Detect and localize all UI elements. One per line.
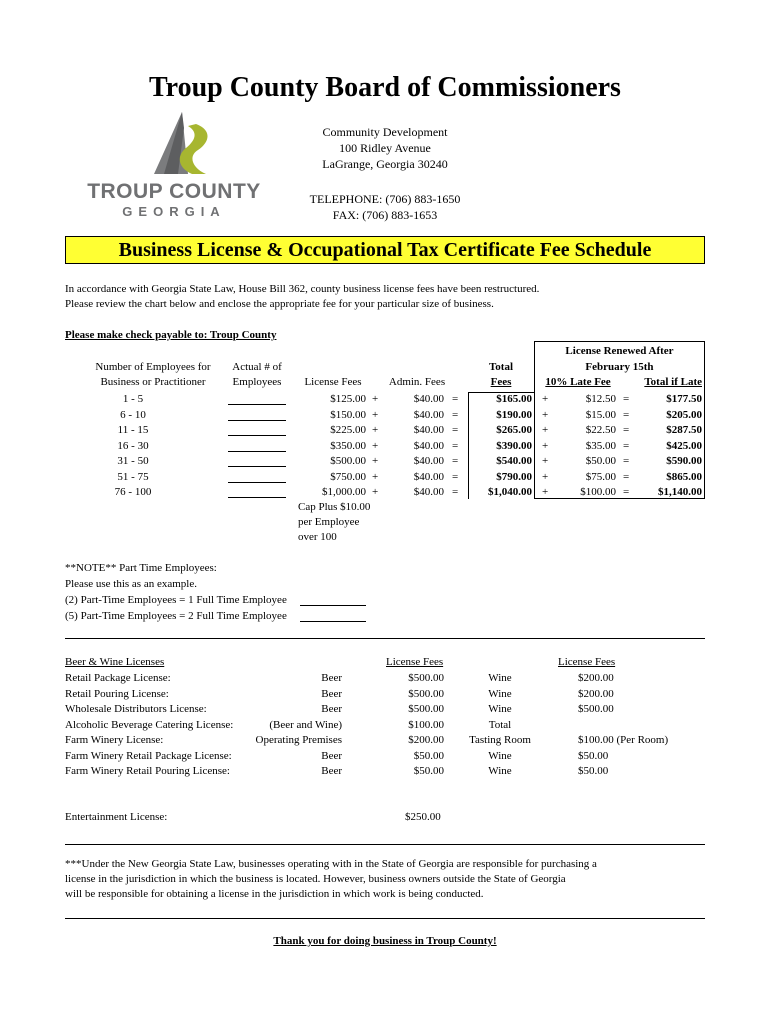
license-type: Beer: [321, 765, 342, 777]
license-type: Operating Premises: [255, 734, 342, 746]
late-fee: $15.00: [585, 408, 616, 421]
logo-text-county: TROUP COUNTY: [87, 180, 261, 203]
late-fee: $12.50: [585, 393, 616, 405]
total-fee: $265.00: [496, 424, 532, 436]
employee-range: 11 - 15: [117, 424, 149, 436]
license-type-2: Tasting Room: [469, 734, 531, 746]
contact-phone: TELEPHONE: (706) 883-1650: [309, 192, 461, 206]
equals-sign: =: [452, 408, 459, 421]
plus-sign: +: [372, 470, 379, 483]
license-type: Beer: [321, 749, 342, 762]
admin-fee: $40.00: [413, 408, 444, 421]
admin-fee: $40.00: [413, 455, 444, 467]
actual-employees-field[interactable]: [228, 404, 286, 405]
hdr-employees-2: Business or Practitioner: [100, 376, 206, 388]
late-fee: $50.00: [585, 455, 616, 467]
license-fee: $50.00: [413, 749, 444, 762]
license-fee-2: $50.00: [578, 765, 609, 777]
total-fee: $1,040.00: [488, 486, 532, 498]
license-type-2: Wine: [488, 749, 512, 762]
license-fee-2: $200.00: [578, 672, 614, 684]
license-type-2: Total: [488, 718, 512, 731]
license-name: Farm Winery Retail Pouring License:: [65, 765, 230, 777]
hdr-license-fees: License Fees: [304, 376, 362, 388]
hdr-actual-1: Actual # of: [232, 361, 282, 373]
admin-fee: $40.00: [413, 424, 444, 436]
entertainment-label: Entertainment License:: [65, 811, 168, 823]
equals-sign: =: [452, 424, 459, 436]
employee-range: 16 - 30: [117, 439, 149, 452]
license-fee: $225.00: [330, 424, 366, 436]
license-fee-2: $500.00: [578, 703, 614, 715]
equals-sign: =: [623, 486, 630, 498]
troup-county-logo: [84, 110, 264, 222]
equals-sign: =: [452, 486, 459, 498]
plus-sign: +: [372, 439, 379, 452]
note-blank-1[interactable]: [300, 605, 366, 606]
note-line-2: Please use this as an example.: [65, 578, 197, 590]
hdr-employees-1: Number of Employees for: [95, 361, 211, 373]
license-fee: $50.00: [413, 765, 444, 777]
admin-fee: $40.00: [413, 486, 444, 498]
divider-1: [65, 638, 705, 639]
total-fee: $165.00: [496, 393, 532, 405]
fee-schedule-banner: Business License & Occupational Tax Certificate Fee Schedule: [65, 236, 705, 264]
note-line-3: (2) Part-Time Employees = 1 Full Time Employee: [65, 594, 287, 606]
license-type: Beer: [321, 672, 342, 684]
late-fee: $35.00: [585, 439, 616, 452]
plus-sign: +: [542, 408, 549, 421]
cap-line-3: over 100: [298, 531, 337, 543]
license-type: Beer: [321, 687, 342, 700]
actual-employees-field[interactable]: [228, 466, 286, 467]
plus-sign: +: [542, 486, 549, 498]
intro-line-2: Please review the chart below and enclose the appropriate fee for your particular size of business.: [65, 298, 494, 310]
license-fee-2: $50.00: [578, 749, 609, 762]
law-note-3: will be responsible for obtaining a license in the jurisdiction in which work is being conducted.: [65, 888, 484, 900]
total-fee: $190.00: [496, 408, 532, 421]
plus-sign: +: [542, 470, 549, 483]
plus-sign: +: [372, 455, 379, 467]
hdr-renewed-1: License Renewed After: [565, 345, 674, 357]
license-fee: $500.00: [408, 703, 444, 715]
license-name: Alcoholic Beverage Catering License:: [65, 718, 234, 731]
license-fee-2: $200.00: [578, 687, 614, 700]
total-fee: $390.00: [496, 439, 532, 452]
hdr-actual-2: Employees: [232, 376, 282, 388]
equals-sign: =: [452, 393, 459, 405]
license-fee: $500.00: [330, 455, 366, 467]
employee-range: 31 - 50: [117, 455, 149, 467]
license-type-2: Wine: [488, 703, 512, 715]
logo-text-state: GEORGIA: [122, 204, 226, 219]
thank-you: Thank you for doing business in Troup County!: [273, 935, 497, 947]
actual-employees-field[interactable]: [228, 435, 286, 436]
total-fee: $540.00: [496, 455, 532, 467]
license-fee: $150.00: [330, 408, 366, 421]
note-line-4: (5) Part-Time Employees = 2 Full Time Employee: [65, 610, 287, 622]
license-fee: $100.00: [408, 718, 444, 731]
actual-employees-field[interactable]: [228, 451, 286, 452]
actual-employees-field[interactable]: [228, 482, 286, 483]
hdr-renewed-2: February 15th: [585, 361, 654, 373]
license-type-2: Wine: [488, 672, 512, 684]
equals-sign: =: [623, 470, 630, 483]
plus-sign: +: [372, 408, 379, 421]
employee-range: 6 - 10: [120, 408, 146, 421]
admin-fee: $40.00: [413, 393, 444, 405]
payable-note: Please make check payable to: Troup County: [65, 329, 277, 341]
divider-2: [65, 844, 705, 845]
contact-dept: Community Development: [322, 125, 448, 139]
license-fee: $500.00: [408, 687, 444, 700]
total-if-late: $205.00: [666, 408, 702, 421]
logo-mark-icon: [134, 110, 224, 178]
hdr-admin-fees: Admin. Fees: [388, 376, 446, 388]
plus-sign: +: [542, 439, 549, 452]
total-if-late: $177.50: [666, 393, 702, 405]
license-type-2: Wine: [488, 687, 512, 700]
equals-sign: =: [623, 393, 630, 405]
total-if-late: $287.50: [666, 424, 702, 436]
note-blank-2[interactable]: [300, 621, 366, 622]
law-note-1: ***Under the New Georgia State Law, businesses operating with in the State of Georgia are responsible for purchasing a: [65, 858, 597, 870]
late-fee: $75.00: [585, 470, 616, 483]
admin-fee: $40.00: [413, 470, 444, 483]
license-fee-2: $100.00 (Per Room): [578, 734, 669, 746]
license-type: (Beer and Wine): [269, 718, 342, 731]
equals-sign: =: [623, 455, 630, 467]
license-type: Beer: [321, 703, 342, 715]
employee-range: 76 - 100: [114, 486, 152, 498]
late-fee: $100.00: [580, 486, 616, 498]
divider-3: [65, 918, 705, 919]
alcohol-fees-heading: License Fees: [386, 656, 444, 668]
cap-line-2: per Employee: [298, 516, 360, 528]
law-note-2: license in the jurisdiction in which the business is located. However, business owners outside the State of Georgia: [65, 873, 566, 885]
late-fee: $22.50: [585, 424, 616, 436]
admin-fee: $40.00: [413, 439, 444, 452]
license-name: Farm Winery Retail Package License:: [65, 749, 232, 762]
license-name: Retail Pouring License:: [65, 687, 169, 700]
hdr-total-2: Fees: [490, 376, 512, 388]
license-type-2: Wine: [488, 765, 512, 777]
alcohol-heading: Beer & Wine Licenses: [65, 656, 165, 668]
cap-line-1: Cap Plus $10.00: [298, 501, 371, 513]
license-fee: $500.00: [408, 672, 444, 684]
actual-employees-field[interactable]: [228, 497, 286, 498]
equals-sign: =: [623, 424, 630, 436]
entertainment-fee: $250.00: [405, 811, 441, 823]
equals-sign: =: [623, 408, 630, 421]
plus-sign: +: [542, 393, 549, 405]
license-fee: $1,000.00: [322, 486, 366, 498]
license-fee: $350.00: [330, 439, 366, 452]
plus-sign: +: [542, 424, 549, 436]
total-fee: $790.00: [496, 470, 532, 483]
license-fee: $125.00: [330, 393, 366, 405]
total-if-late: $1,140.00: [658, 486, 702, 498]
license-name: Farm Winery License:: [65, 734, 164, 746]
plus-sign: +: [372, 486, 379, 498]
equals-sign: =: [623, 439, 630, 452]
total-if-late: $590.00: [666, 455, 702, 467]
contact-fax: FAX: (706) 883-1653: [332, 208, 438, 222]
actual-employees-field[interactable]: [228, 420, 286, 421]
license-fee: $200.00: [408, 734, 444, 746]
hdr-late-fee: 10% Late Fee: [545, 376, 611, 388]
employee-range: 51 - 75: [117, 470, 149, 483]
intro-line-1: In accordance with Georgia State Law, House Bill 362, county business license fees have been restructured.: [65, 283, 540, 295]
employee-range: 1 - 5: [122, 393, 144, 405]
license-fee: $750.00: [330, 470, 366, 483]
equals-sign: =: [452, 455, 459, 467]
contact-city: LaGrange, Georgia 30240: [322, 157, 448, 171]
license-name: Wholesale Distributors License:: [65, 703, 207, 715]
license-name: Retail Package License:: [65, 672, 171, 684]
note-line-1: **NOTE** Part Time Employees:: [65, 562, 217, 574]
contact-street: 100 Ridley Avenue: [339, 141, 431, 155]
total-if-late: $425.00: [666, 439, 702, 452]
plus-sign: +: [372, 393, 379, 405]
equals-sign: =: [452, 470, 459, 483]
alcohol-fees-heading-2: License Fees: [558, 656, 616, 668]
total-if-late: $865.00: [666, 470, 702, 483]
plus-sign: +: [542, 455, 549, 467]
hdr-total-1: Total: [488, 361, 514, 373]
plus-sign: +: [372, 424, 379, 436]
page-title: Troup County Board of Commissioners: [149, 72, 621, 103]
equals-sign: =: [452, 439, 459, 452]
hdr-total-late: Total if Late: [644, 376, 702, 388]
